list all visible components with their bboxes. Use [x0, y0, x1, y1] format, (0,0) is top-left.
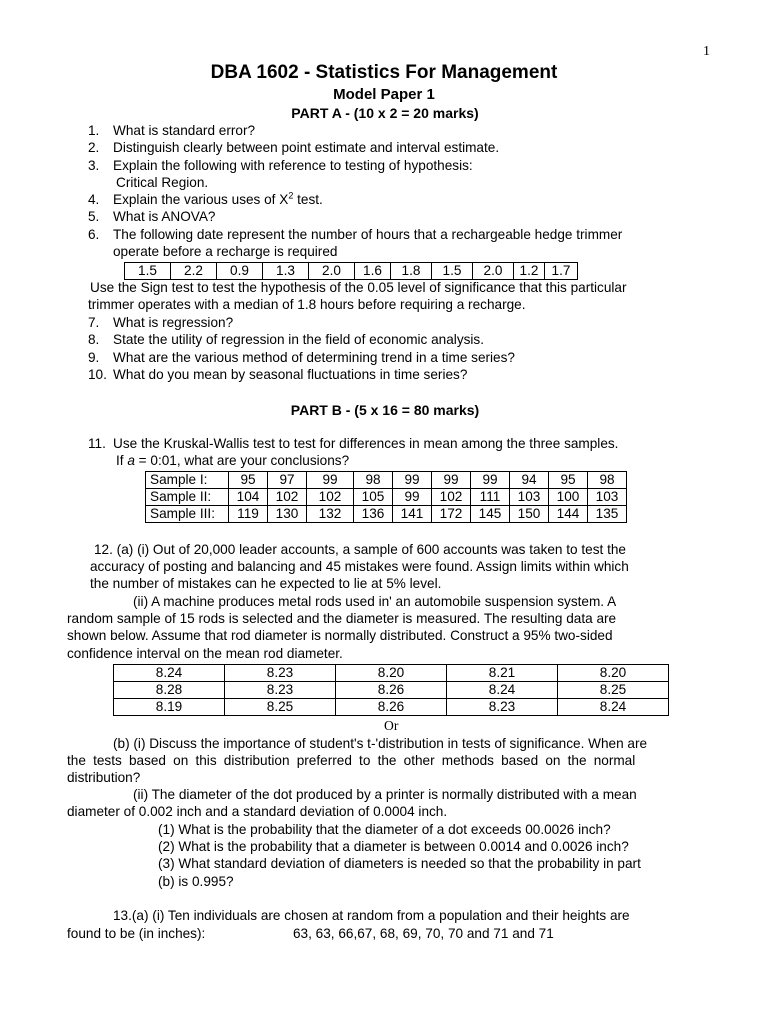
- table-cell: 99: [432, 472, 471, 489]
- question-12b-line3: distribution?: [67, 770, 141, 785]
- question-12b-line2: the tests based on this distribution preferred to the other methods based on the normal: [67, 753, 636, 768]
- page-number: 1: [703, 44, 710, 59]
- table-row: [146, 506, 627, 523]
- table-row: [125, 263, 578, 280]
- question-11-line2: If a = 0:01, what are your conclusions?: [116, 453, 350, 468]
- table-cell: 8.24: [558, 699, 669, 716]
- table-cell: 8.23: [447, 699, 558, 716]
- table-cell: 1.3: [263, 263, 309, 280]
- table-row: [146, 489, 627, 506]
- paper-subtitle: Model Paper 1: [333, 86, 435, 103]
- part-a-heading: PART A - (10 x 2 = 20 marks): [291, 105, 479, 121]
- question-1: 1. What is standard error?: [88, 123, 256, 138]
- table-cell: 100: [549, 489, 588, 506]
- table-cell: 8.23: [225, 665, 336, 682]
- table-cell: 111: [471, 489, 510, 506]
- question-12a-line2: accuracy of posting and balancing and 45 mistakes were found. Assign limits within which: [90, 559, 629, 574]
- question-12b-ii-1: (1) What is the probability that the diameter of a dot exceeds 00.0026 inch?: [158, 822, 611, 837]
- table-cell: 132: [307, 506, 354, 523]
- question-12b-ii-line2: diameter of 0.002 inch and a standard deviation of 0.0004 inch.: [67, 804, 448, 819]
- table-cell: 99: [393, 489, 432, 506]
- question-13a-line1: 13.(a) (i) Ten individuals are chosen at random from a population and their heights are: [113, 908, 630, 923]
- question-12a-ii-line4: confidence interval on the mean rod diameter.: [67, 646, 343, 661]
- table-cell: 8.20: [558, 665, 669, 682]
- question-12b-ii-line1: (ii) The diameter of the dot produced by a printer is normally distributed with a mean: [133, 787, 637, 802]
- table-cell: 0.9: [217, 263, 263, 280]
- page-title: DBA 1602 - Statistics For Management: [210, 62, 558, 83]
- question-12a-ii-line1: (ii) A machine produces metal rods used in' an automobile suspension system. A: [133, 594, 617, 609]
- table-cell: 102: [432, 489, 471, 506]
- table-row: [146, 472, 627, 489]
- table-row: [114, 665, 669, 682]
- table-cell: 105: [354, 489, 393, 506]
- question-6: 6. The following date represent the number of hours that a rechargeable hedge trimmer: [88, 226, 623, 242]
- row-label: Sample II:: [146, 489, 229, 506]
- question-8: 8. State the utility of regression in the field of economic analysis.: [88, 332, 485, 348]
- or-separator: Or: [384, 718, 399, 733]
- question-2: 2. Distinguish clearly between point estimate and interval estimate.: [88, 140, 500, 156]
- table-cell: 8.24: [447, 682, 558, 699]
- table-cell: 1.6: [355, 263, 391, 280]
- question-13a-line2: found to be (in inches):: [67, 926, 206, 941]
- table-cell: 119: [229, 506, 268, 523]
- question-12b-ii-3: (3) What standard deviation of diameters is needed so that the probability in part: [158, 856, 641, 871]
- table-cell: 8.28: [114, 682, 225, 699]
- table-cell: 145: [471, 506, 510, 523]
- table-cell: 103: [510, 489, 549, 506]
- question-7: 7. What is regression?: [88, 315, 234, 330]
- table-cell: 98: [588, 472, 627, 489]
- table-cell: 104: [229, 489, 268, 506]
- table-cell: 99: [471, 472, 510, 489]
- table-cell: 8.24: [114, 665, 225, 682]
- table-row: [114, 682, 669, 699]
- table-row: [114, 699, 669, 716]
- table-cell: 98: [354, 472, 393, 489]
- table-cell: 103: [588, 489, 627, 506]
- table-cell: 94: [510, 472, 549, 489]
- table-cell: 1.8: [391, 263, 432, 280]
- table-cell: 102: [307, 489, 354, 506]
- table-cell: 95: [549, 472, 588, 489]
- question-3-sub: Critical Region.: [116, 174, 209, 190]
- table-cell: 172: [432, 506, 471, 523]
- question-10: 10. What do you mean by seasonal fluctuations in time series?: [88, 366, 468, 382]
- question-12b-ii-2: (2) What is the probability that a diameter is between 0.0014 and 0.0026 inch?: [158, 839, 629, 854]
- table-cell: 135: [588, 506, 627, 523]
- row-label: Sample III:: [146, 506, 229, 523]
- question-3: 3. Explain the following with reference to testing of hypothesis:: [88, 157, 473, 173]
- question-6-text: Use the Sign test to test the hypothesis of the 0.05 level of significance that this particular: [90, 280, 627, 295]
- rod-diameter-table: [113, 664, 669, 716]
- part-a-questions: [88, 122, 622, 260]
- question-5: 5. What is ANOVA?: [88, 209, 216, 225]
- table-cell: 8.26: [336, 682, 447, 699]
- table-cell: 130: [268, 506, 307, 523]
- table-cell: 1.7: [545, 263, 578, 280]
- table-cell: 8.21: [447, 665, 558, 682]
- table-cell: 8.20: [336, 665, 447, 682]
- question-12a-line1: 12. (a) (i) Out of 20,000 leader accounts, a sample of 600 accounts was taken to test the: [94, 542, 626, 557]
- table-cell: 1.5: [432, 263, 473, 280]
- trimmer-hours-table: [124, 262, 578, 280]
- table-cell: 8.25: [558, 682, 669, 699]
- table-cell: 99: [393, 472, 432, 489]
- question-12b-ii-3-cont: (b) is 0.995?: [158, 874, 234, 889]
- table-cell: 2.2: [171, 263, 217, 280]
- table-cell: 8.23: [225, 682, 336, 699]
- table-cell: 97: [268, 472, 307, 489]
- table-cell: 102: [268, 489, 307, 506]
- question-12a-ii-line3: shown below. Assume that rod diameter is normally distributed. Construct a 95% two-sided: [67, 628, 613, 643]
- question-12a-ii-line2: random sample of 15 rods is selected and the diameter is measured. The resulting data are: [67, 611, 617, 626]
- table-cell: 2.0: [473, 263, 514, 280]
- part-a-questions-continued: [88, 314, 515, 383]
- heights-data: 63, 63, 66,67, 68, 69, 70, 70 and 71 and 71: [293, 926, 554, 941]
- kruskal-wallis-samples-table: [145, 471, 627, 523]
- question-6-line2: operate before a recharge is required: [113, 244, 338, 260]
- table-cell: 1.2: [514, 263, 545, 280]
- table-cell: 136: [354, 506, 393, 523]
- question-12b-line1: (b) (i) Discuss the importance of student's t-'distribution in tests of significance. When are: [113, 736, 648, 751]
- question-9: 9. What are the various method of determining trend in a time series?: [88, 349, 515, 365]
- table-cell: 8.19: [114, 699, 225, 716]
- part-b-heading: PART B - (5 x 16 = 80 marks): [290, 402, 480, 418]
- question-6-text: trimmer operates with a median of 1.8 hours before requiring a recharge.: [88, 297, 526, 312]
- question-11: 11. Use the Kruskal-Wallis test to test for differences in mean among the three samples.: [88, 436, 619, 451]
- table-cell: 8.25: [225, 699, 336, 716]
- table-cell: 95: [229, 472, 268, 489]
- table-cell: 144: [549, 506, 588, 523]
- table-cell: 141: [393, 506, 432, 523]
- table-cell: 99: [307, 472, 354, 489]
- question-12a-line3: the number of mistakes can he expected to lie at 5% level.: [90, 576, 442, 591]
- table-cell: 1.5: [125, 263, 171, 280]
- table-cell: 150: [510, 506, 549, 523]
- table-cell: 2.0: [309, 263, 355, 280]
- table-cell: 8.26: [336, 699, 447, 716]
- row-label: Sample I:: [146, 472, 229, 489]
- question-4: 4. Explain the various uses of $X^2$ test.: [88, 190, 323, 208]
